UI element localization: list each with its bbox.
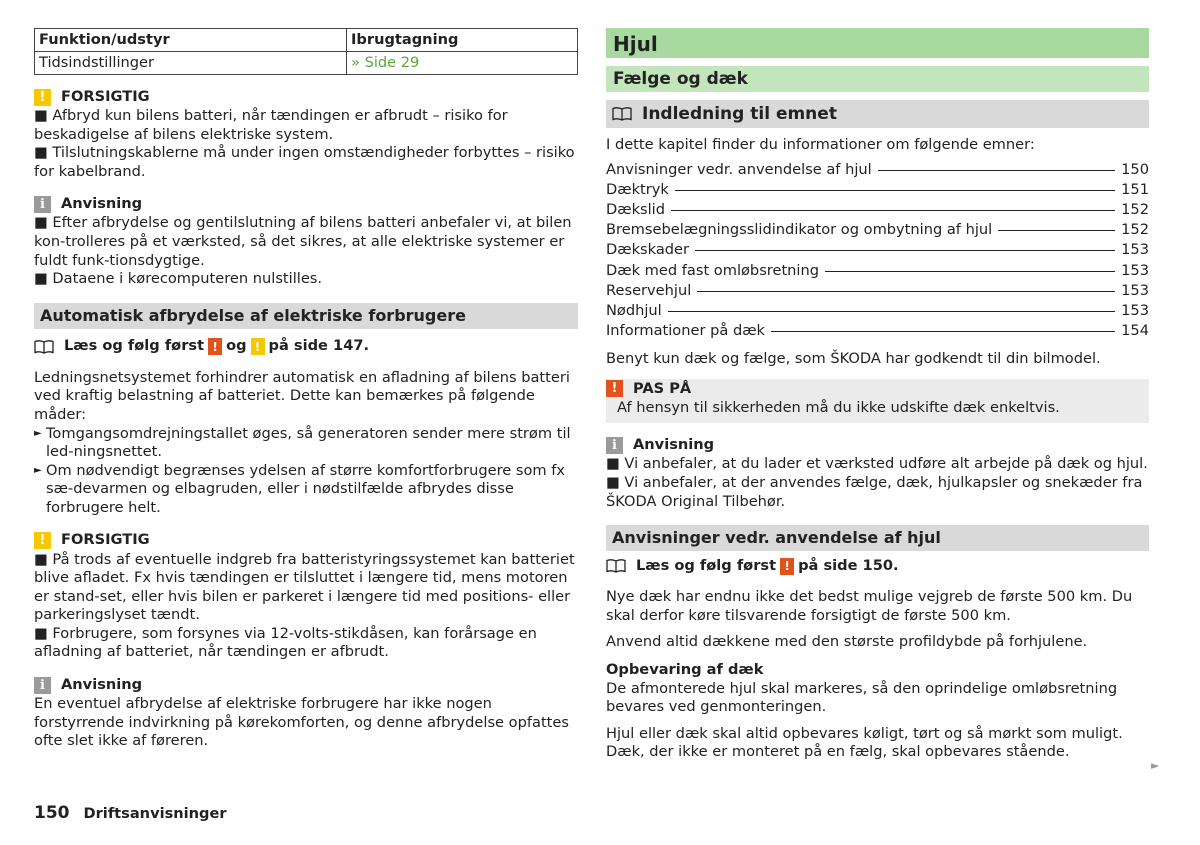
info-icon: i bbox=[34, 196, 51, 213]
section-heading: Automatisk afbrydelse af elektriske forbrugere bbox=[34, 303, 578, 329]
right-column bbox=[606, 28, 1149, 762]
page-footer bbox=[34, 804, 227, 824]
book-icon bbox=[34, 340, 54, 354]
info-icon: i bbox=[606, 437, 623, 454]
read-first-line bbox=[34, 337, 578, 357]
toc-entry[interactable]: Nødhjul 153 bbox=[606, 301, 1149, 319]
topic-heading: Indledning til emnet bbox=[606, 100, 1149, 128]
warning-icon: ! bbox=[34, 532, 51, 549]
note-item: ■ Vi anbefaler, at der anvendes fælge, dæk, hjulkapsler og snekæder fra ŠKODA Original Tilbehør. bbox=[606, 474, 1143, 510]
table-row bbox=[35, 52, 578, 75]
toc-entry[interactable]: Dækskader 153 bbox=[606, 241, 1149, 259]
note-title: Anvisning bbox=[633, 436, 715, 454]
note-title: Anvisning bbox=[61, 195, 143, 213]
danger-title: PAS PÅ bbox=[633, 379, 692, 397]
note-item: ■ Dataene i kørecomputeren nulstilles. bbox=[34, 270, 323, 288]
info-notice bbox=[606, 435, 1149, 511]
note-item: ■ Efter afbrydelse og gentilslutning af bilens batteri anbefaler vi, at bilen kon-trolleres på et værksted, så det sikres, at alle elektriske systemer er fuldt funk-tionsdygtige. bbox=[34, 214, 572, 269]
info-icon: i bbox=[34, 677, 51, 694]
danger-text: Af hensyn til sikkerheden må du ikke udskifte dæk enkeltvis. bbox=[617, 398, 1060, 416]
warning-icon: ! bbox=[34, 89, 51, 106]
paragraph: Nye dæk har endnu ikke det bedst mulige vejgreb de første 500 km. Du skal derfor køre tilsvarende forsigtigt de første 500 km. bbox=[606, 588, 1133, 624]
read-first-and: og bbox=[226, 337, 247, 355]
info-notice bbox=[34, 194, 578, 288]
caution-item: ■ Afbryd kun bilens batteri, når tændingen er afbrudt – risiko for beskadigelse af bilens elektriske system. bbox=[34, 107, 508, 143]
note-title: Anvisning bbox=[61, 675, 143, 693]
paragraph: Hjul eller dæk skal altid opbevares køligt, tørt og så mørkt som muligt. Dæk, der ikke er monteret på en fælg, skal opbevares stående. bbox=[606, 724, 1123, 761]
toc-intro: I dette kapitel finder du informationer om følgende emner: bbox=[606, 136, 1035, 153]
page-link[interactable]: » Side 29 bbox=[347, 52, 578, 75]
danger-icon: ! bbox=[780, 558, 794, 575]
left-column bbox=[34, 28, 578, 751]
note-text: En eventuel afbrydelse af elektriske forbrugere har ikke nogen forstyrrende indvirkning på kørekomforten, og denne afbrydelse opfattes ofte slet ikke af føreren. bbox=[34, 695, 569, 750]
arrow-bullet-icon: ► bbox=[34, 464, 42, 476]
chapter-subtitle: Fælge og dæk bbox=[606, 66, 1149, 92]
warning-icon: ! bbox=[251, 338, 265, 355]
caution-notice bbox=[34, 87, 578, 181]
note-item: ■ Vi anbefaler, at du lader et værksted udføre alt arbejde på dæk og hjul. bbox=[606, 455, 1148, 473]
chapter-name: Driftsanvisninger bbox=[83, 805, 227, 822]
toc-entry[interactable]: Dæktryk 151 bbox=[606, 180, 1149, 198]
arrow-bullet-icon: ► bbox=[34, 427, 42, 439]
toc-entry[interactable]: Dæk med fast omløbsretning 153 bbox=[606, 261, 1149, 279]
continue-arrow-icon: ► bbox=[1151, 759, 1160, 772]
read-first-page: på side 150. bbox=[798, 556, 899, 574]
table-header: Funktion/udstyr bbox=[35, 29, 347, 52]
toc-entry[interactable]: Reservehjul 153 bbox=[606, 281, 1149, 299]
section-intro: Ledningsnetsystemet forhindrer automatisk en afladning af bilens batteri ved kraftig belastning af batteriet. Dette kan bemærkes på følgende måder: bbox=[34, 368, 570, 423]
toc-entry[interactable]: Informationer på dæk 154 bbox=[606, 322, 1149, 340]
paragraph: De afmonterede hjul skal markeres, så den oprindelige omløbsretning bevares ved genmonteringen. bbox=[606, 679, 1118, 716]
caution-item: ■ Forbrugere, som forsynes via 12-volts-stikdåsen, kan forårsage en afladning af batteriet, når tændingen er afbrudt. bbox=[34, 624, 537, 661]
caution-notice bbox=[34, 531, 578, 663]
danger-icon: ! bbox=[606, 380, 623, 397]
read-first-page: på side 147. bbox=[268, 337, 370, 355]
function-table bbox=[34, 28, 578, 75]
page-number: 150 bbox=[34, 803, 70, 823]
caution-item: ■ Tilslutningskablerne må under ingen omstændigheder forbyttes – risiko for kabelbrand. bbox=[34, 144, 575, 180]
chapter-title: Hjul bbox=[606, 28, 1149, 58]
subheading: Opbevaring af dæk bbox=[606, 661, 764, 679]
read-first-text: Læs og følg først bbox=[64, 337, 205, 355]
book-icon bbox=[612, 107, 632, 121]
read-first-line bbox=[606, 556, 1149, 576]
table-of-contents bbox=[606, 161, 1149, 343]
list-item: ► Om nødvendigt begrænses ydelsen af større komfortforbrugere som fx sæ-devarmen og elbagruden, eller i nødstilfælde afbrydes disse forbrugere helt. bbox=[34, 461, 566, 516]
approved-text: Benyt kun dæk og fælge, som ŠKODA har godkendt til din bilmodel. bbox=[606, 350, 1101, 368]
table-header: Ibrugtagning bbox=[347, 29, 578, 52]
info-notice bbox=[34, 675, 578, 751]
caution-item: ■ På trods af eventuelle indgreb fra batteristyringssystemet kan batteriet blive afladet. Fx hvis tændingen er tilsluttet i længere tid, mens motoren er stand-set, eller hvis bilen er parkeret i længere tid med positions- eller parkeringslyset tændt. bbox=[34, 550, 575, 624]
section-heading: Anvisninger vedr. anvendelse af hjul bbox=[606, 525, 1149, 551]
toc-entry[interactable]: Anvisninger vedr. anvendelse af hjul 150 bbox=[606, 160, 1149, 178]
list-item: ► Tomgangsomdrejningstallet øges, så generatoren sender mere strøm til led-ningsnettet. bbox=[34, 424, 571, 461]
caution-title: FORSIGTIG bbox=[61, 87, 150, 105]
book-icon bbox=[606, 559, 626, 573]
danger-icon: ! bbox=[208, 338, 222, 355]
toc-entry[interactable]: Dækslid 152 bbox=[606, 200, 1149, 218]
read-first-text: Læs og følg først bbox=[636, 556, 777, 574]
paragraph: Anvend altid dækkene med den største profildybde på forhjulene. bbox=[606, 633, 1088, 651]
caution-title: FORSIGTIG bbox=[61, 531, 150, 549]
danger-notice bbox=[606, 379, 1149, 424]
table-cell: Tidsindstillinger bbox=[35, 52, 347, 75]
toc-entry[interactable]: Bremsebelægningsslidindikator og ombytning af hjul 152 bbox=[606, 221, 1149, 239]
